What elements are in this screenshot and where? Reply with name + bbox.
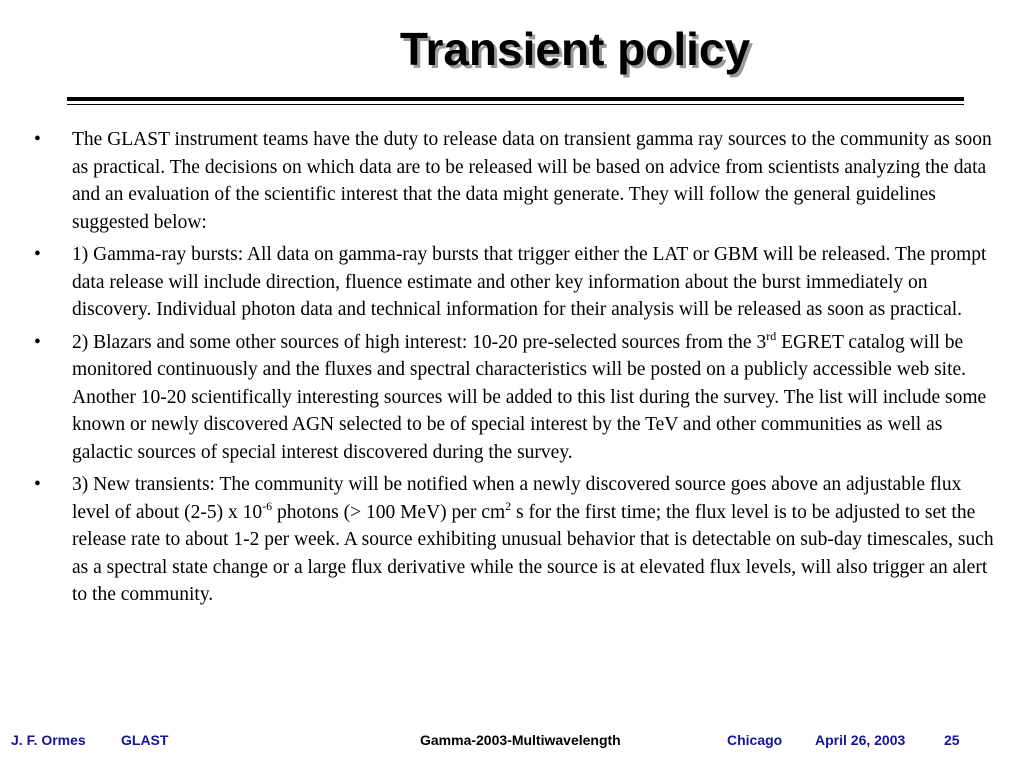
bullet-text-part: 3) New transients: The community will be notified when a newly discovered source goes above an adjustable flux level of about (2-5) x 10 [72,474,962,523]
superscript: 2 [505,498,512,513]
bullet-item-blazars [34,329,994,467]
footer-project: GLAST [121,732,169,748]
footer-location: Chicago [727,732,783,748]
bullet-list [34,126,994,614]
footer-author: J. F. Ormes [11,732,86,748]
superscript: rd [766,328,777,343]
bullet-item-new-transients [34,471,994,609]
bullet-text: 1) Gamma-ray bursts: All data on gamma-ray bursts that trigger either the LAT or GBM will be released. The prompt data release will include direction, fluence estimate and other key information about the burst immediately on discovery. Individual photon data and technical information for their analysis will be released as soon as practical. [72,244,987,320]
bullet-text-part: 2) Blazars and some other sources of high interest: 10-20 pre-selected sources from the 3 [72,331,767,353]
slide-title: Transient policy [399,23,751,75]
bullet-text: The GLAST instrument teams have the duty to release data on transient gamma ray sources to the community as soon as practical. The decisions on which data are to be released will be based on advice from scientists analyzing the data and an evaluation of the scientific interest that the data might generate. They will follow the general guidelines suggested below: [72,129,992,233]
bullet-item-intro [34,126,994,236]
bullet-marker: • [34,331,41,353]
bullet-marker: • [34,244,41,265]
bullet-marker: • [34,474,41,495]
bullet-text-part: EGRET catalog will be monitored continuously and the fluxes and spectral characteristics will be posted on a publicly accessible web site. Another 10-20 scientifically interesting sources will be added to this list during the survey. The list will include some known or newly discovered AGN selected to be of special interest by the TeV and other communities as well as galactic sources of special interest discovered during the survey. [72,331,987,463]
bullet-text-part: s for the first time; the flux level is to be adjusted to set the release rate to about 1-2 per week. A source exhibiting unusual behavior that is detectable on sub-day timescales, such as a spectral state change or a large flux derivative while the source is at elevated flux levels, will also trigger an alert to the community. [72,501,994,605]
bullet-text-part: photons (> 100 MeV) per cm [272,501,506,523]
bullet-marker: • [34,129,41,150]
superscript: -6 [262,498,273,513]
title-rule-thick [67,97,964,101]
footer-date: April 26, 2003 [815,732,906,748]
footer-page-number: 25 [944,732,960,748]
footer-conference: Gamma-2003-Multiwavelength [420,732,621,748]
bullet-item-gamma-ray-bursts [34,241,994,324]
title-rule-thin [67,104,964,105]
